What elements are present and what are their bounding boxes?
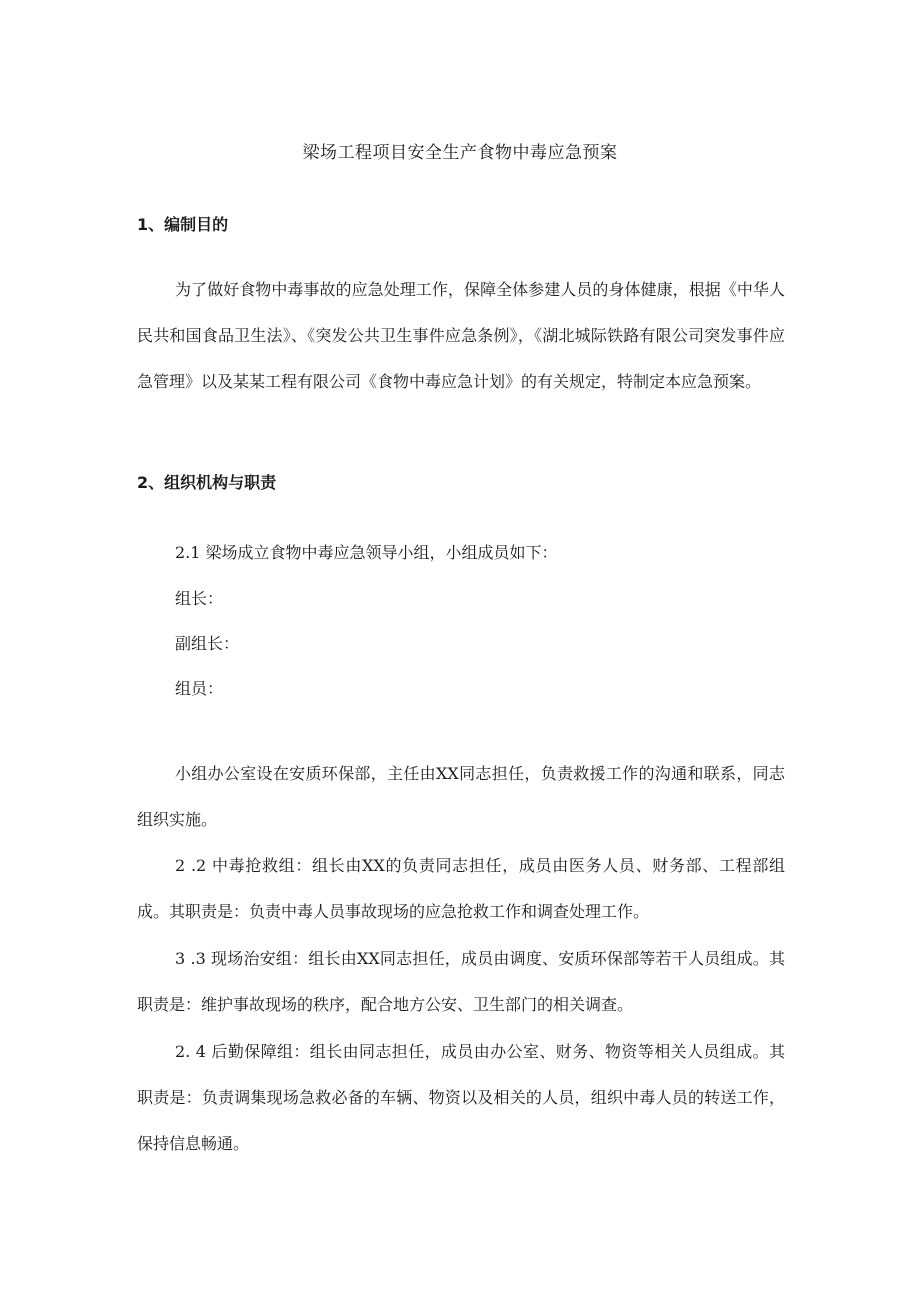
item-2-4-paragraph: 2. 4 后勤保障组：组长由同志担任，成员由办公室、财务、物资等相关人员组成。其职责是：负责调集现场急救必备的车辆、物资以及相关的人员，组织中毒人员的转送工作，保持信息畅通。 xyxy=(137,1042,785,1153)
item-2-3-paragraph: 3 .3 现场治安组：组长由XX同志担任，成员由调度、安质环保部等若干人员组成。其职责是：维护事故现场的秩序，配合地方公安、卫生部门的相关调查。 xyxy=(137,949,785,1014)
deputy-leader-line: 副组长： xyxy=(175,634,240,653)
document-title: 梁场工程项目安全生产食物中毒应急预案 xyxy=(302,143,618,163)
office-paragraph: 小组办公室设在安质环保部，主任由XX同志担任，负责救援工作的沟通和联系，同志组织实施。 xyxy=(137,764,785,829)
section-2-heading: 2、组织机构与职责 xyxy=(137,473,277,492)
section-1-heading: 1、编制目的 xyxy=(137,215,229,234)
group-leader-line: 组长： xyxy=(175,589,224,608)
section-1-paragraph: 为了做好食物中毒事故的应急处理工作，保障全体参建人员的身体健康，根据《中华人民共和国食品卫生法》、《突发公共卫生事件应急条例》，《湖北城际铁路有限公司突发事件应急管理》以及某某工程有限公司《食物中毒应急计划》的有关规定，特制定本应急预案。 xyxy=(137,280,785,391)
item-2-2-paragraph: 2 .2 中毒抢救组：组长由XX的负责同志担任，成员由医务人员、财务部、工程部组成。其职责是：负责中毒人员事故现场的应急抢救工作和调查处理工作。 xyxy=(137,856,785,921)
members-line: 组员： xyxy=(175,679,224,698)
item-2-1: 2.1 梁场成立食物中毒应急领导小组，小组成员如下： xyxy=(175,543,558,562)
